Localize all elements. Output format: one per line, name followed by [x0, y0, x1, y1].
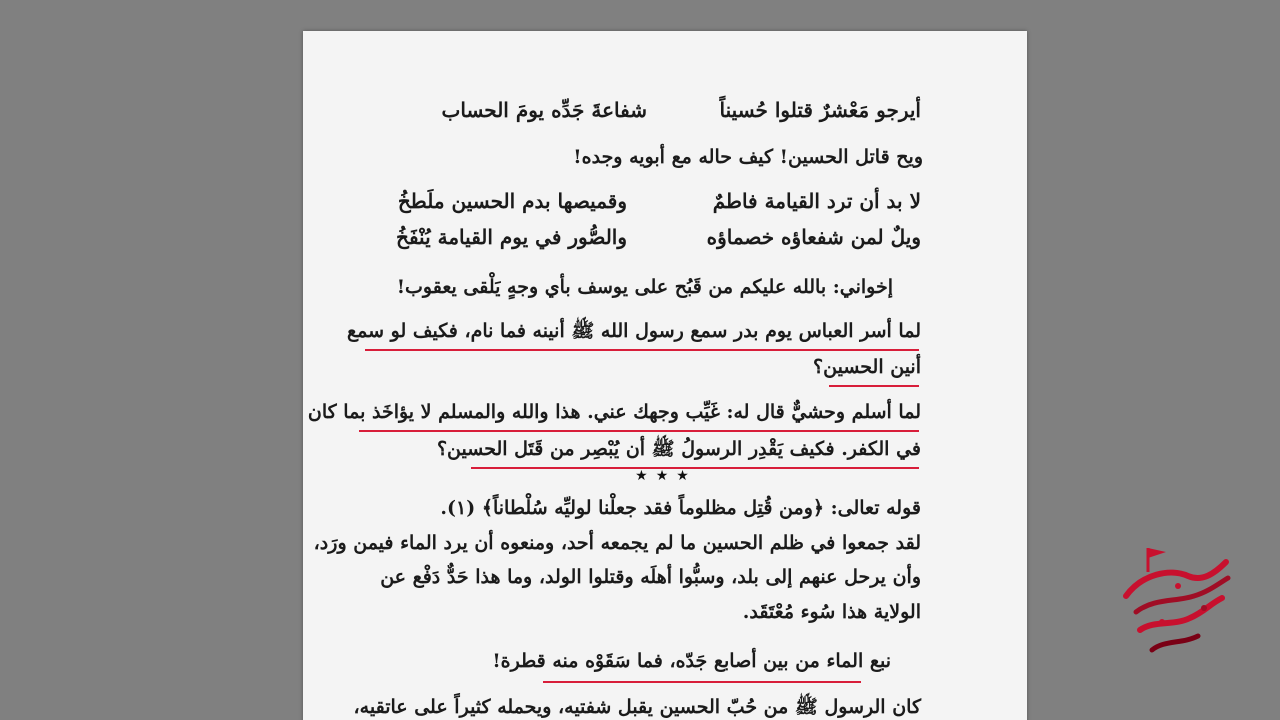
- highlight-underline: [365, 349, 919, 351]
- text-line-14: نبع الماء من بين أصابع جَدّه، فما سَقَوْه منه قطرة!: [492, 650, 891, 672]
- text-line-7: أنين الحسين؟: [813, 356, 921, 378]
- verse-3-first-hemistich: لا بد أن ترد القيامة فاطمٌ: [712, 189, 921, 213]
- verse-1-first-hemistich: أيرجو مَعْشرٌ قتلوا حُسيناً: [719, 98, 921, 122]
- text-line-10: قوله تعالى: ﴿ومن قُتِل مظلوماً فقد جعلْنا لوليِّه سُلْطاناً﴾ (١).: [440, 497, 921, 519]
- text-line-15: كان الرسول ﷺ من حُبّ الحسين يقبل شفتيه، ويحمله كثيراً على عاتقيه،: [353, 696, 921, 718]
- highlight-underline: [359, 430, 919, 432]
- text-line-8: لما أسلم وحشيٌّ قال له: غَيِّب وجهك عني. هذا والله والمسلم لا يؤاخَذ بما كان: [307, 401, 921, 423]
- text-line-9: في الكفر. فكيف يَقْدِر الرسولُ ﷺ أن يُبْصِر من قَتَل الحسين؟: [436, 438, 921, 460]
- section-divider-stars: ★★★: [635, 468, 697, 484]
- highlight-underline: [543, 681, 861, 683]
- verse-3-second-hemistich: وقميصها بدم الحسين ملَطخُ: [397, 189, 627, 213]
- verse-4-first-hemistich: ويلٌ لمن شفعاؤه خصماؤه: [706, 225, 921, 249]
- verse-4-second-hemistich: والصُّور في يوم القيامة يُنْفَخُ: [396, 225, 627, 249]
- text-line-6: لما أسر العباس يوم بدر سمع رسول الله ﷺ أنينه فما نام، فكيف لو سمع: [347, 320, 921, 342]
- text-line-13: الولاية هذا سُوء مُعْتَقَد.: [742, 601, 921, 623]
- channel-logo: [1118, 538, 1236, 662]
- text-line-12: وأن يرحل عنهم إلى بلد، وسبُّوا أهلَه وقتلوا الولد، وما هذا حَدٌّ دَفْع عن: [380, 566, 921, 588]
- text-line-2: ويح قاتل الحسين! كيف حاله مع أبويه وجده!: [573, 146, 923, 168]
- verse-1-second-hemistich: شفاعةَ جَدِّه يومَ الحساب: [441, 98, 647, 122]
- text-line-11: لقد جمعوا في ظلم الحسين ما لم يجمعه أحد، ومنعوه أن يرد الماء فيمن ورَد،: [313, 532, 921, 554]
- text-line-5: إخواني: بالله عليكم من قَبُح على يوسف بأي وجهٍ يَلْقى يعقوب!: [396, 276, 893, 298]
- highlight-underline: [829, 385, 919, 387]
- document-page: [303, 31, 1027, 720]
